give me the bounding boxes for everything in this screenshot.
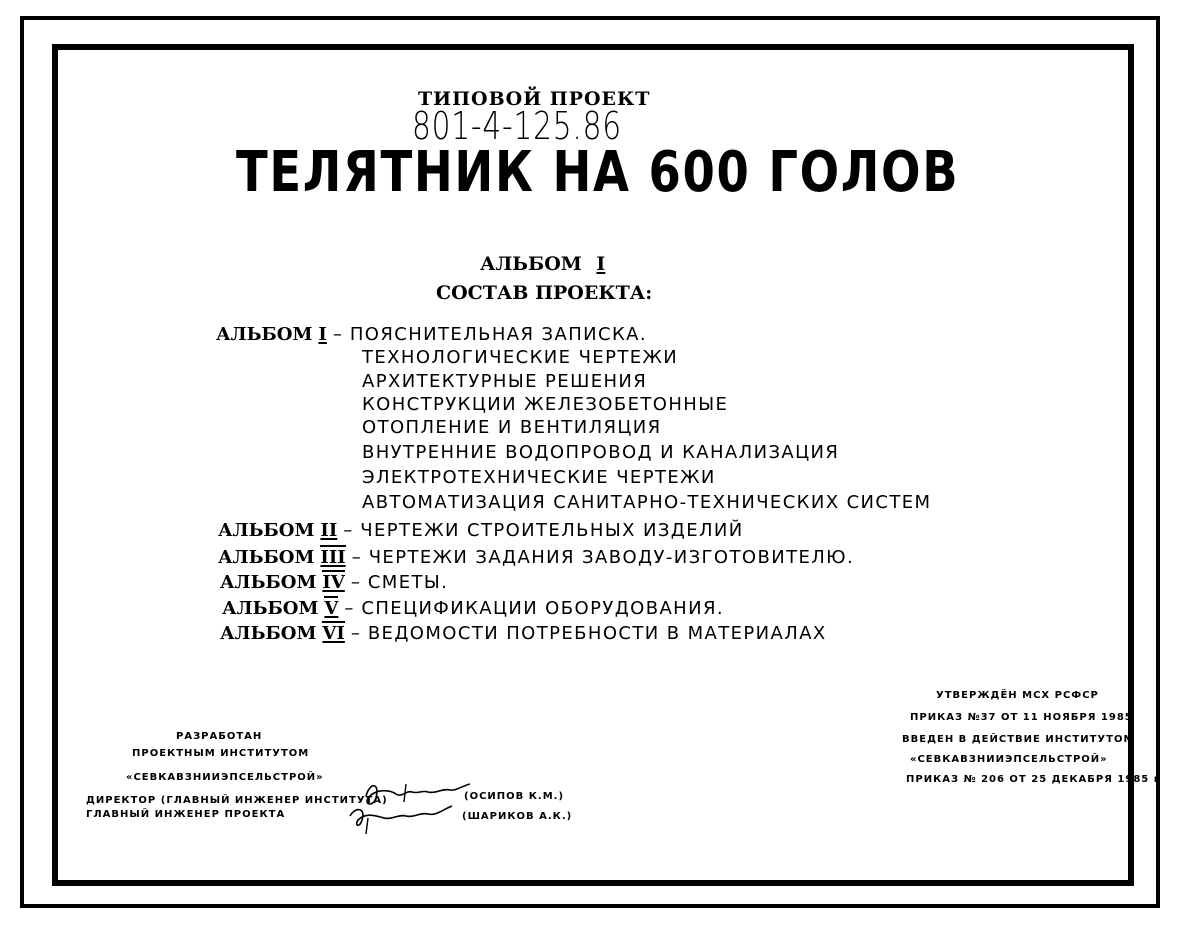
album-item: ТЕХНОЛОГИЧЕСКИЕ ЧЕРТЕЖИ [362,347,679,368]
album-numeral: III [320,547,346,568]
album-heading [480,253,605,275]
album-numeral: V [324,598,339,619]
chief-engineer-label: ГЛАВНЫЙ ИНЖЕНЕР ПРОЕКТА [86,809,286,820]
approval-line-5: ПРИКАЗ № 206 ОТ 25 ДЕКАБРЯ 1985 г [906,774,1160,785]
album-item: ВНУТРЕННИЕ ВОДОПРОВОД И КАНАЛИЗАЦИЯ [362,442,840,463]
dash: – [351,547,361,568]
album-item: ОТОПЛЕНИЕ И ВЕНТИЛЯЦИЯ [362,417,662,438]
album-item: АВТОМАТИЗАЦИЯ САНИТАРНО-ТЕХНИЧЕСКИХ СИСТЕМ [362,492,932,513]
album-label: АЛЬБОМ [216,324,313,345]
chief-engineer-name: (ШАРИКОВ А.К.) [462,811,573,822]
album-2-row [218,520,744,541]
project-number: 801-4-125.86 [412,104,622,148]
album-item: СПЕЦИФИКАЦИИ ОБОРУДОВАНИЯ. [361,598,725,619]
album-heading-label: АЛЬБОМ [480,253,582,275]
album-3-row [218,545,854,568]
album-5-row [222,596,724,619]
album-label: АЛЬБОМ [218,547,315,568]
album-item: ЭЛЕКТРОТЕХНИЧЕСКИЕ ЧЕРТЕЖИ [362,467,716,488]
dash: – [343,520,353,541]
album-item: КОНСТРУКЦИИ ЖЕЛЕЗОБЕТОННЫЕ [362,394,729,415]
album-label: АЛЬБОМ [222,598,319,619]
album-item: ВЕДОМОСТИ ПОТРЕБНОСТИ В МАТЕРИАЛАХ [367,623,827,644]
developer-line-2: ПРОЕКТНЫМ ИНСТИТУТОМ [132,748,310,759]
album-item: ЧЕРТЕЖИ ЗАДАНИЯ ЗАВОДУ-ИЗГОТОВИТЕЛЮ. [368,547,855,568]
album-label: АЛЬБОМ [220,623,317,644]
album-1-row [216,324,647,345]
album-6-row [220,621,827,644]
album-4-row [220,570,448,593]
developer-line-3: «СЕВКАВЗНИИЭПСЕЛЬСТРОЙ» [126,772,324,783]
album-numeral: II [320,520,338,541]
page-title: ТЕЛЯТНИК НА 600 ГОЛОВ [236,140,960,205]
dash: – [344,598,354,619]
project-type: ТИПОВОЙ ПРОЕКТ [418,88,651,110]
developer-line-1: РАЗРАБОТАН [176,731,263,742]
album-label: АЛЬБОМ [218,520,315,541]
dash: – [350,623,360,644]
signatures-image [346,776,476,838]
director-label: ДИРЕКТОР (ГЛАВНЫЙ ИНЖЕНЕР ИНСТИТУТА) [86,795,388,806]
director-name: (ОСИПОВ К.М.) [464,791,565,802]
approval-line-4: «СЕВКАВЗНИИЭПСЕЛЬСТРОЙ» [910,754,1108,765]
composition-heading: СОСТАВ ПРОЕКТА: [436,282,653,304]
approval-line-3: ВВЕДЕН В ДЕЙСТВИЕ ИНСТИТУТОМ [902,734,1135,745]
approval-line-1: УТВЕРЖДЁН МСХ РСФСР [936,690,1099,701]
album-item: АРХИТЕКТУРНЫЕ РЕШЕНИЯ [362,371,648,392]
dash: – [350,572,360,593]
album-numeral: VI [322,623,345,644]
dash: – [332,324,342,345]
album-numeral: IV [322,572,345,593]
album-item: ПОЯСНИТЕЛЬНАЯ ЗАПИСКА. [349,324,647,345]
album-heading-numeral: I [596,253,606,275]
album-item: ЧЕРТЕЖИ СТРОИТЕЛЬНЫХ ИЗДЕЛИЙ [360,520,744,541]
album-item: СМЕТЫ. [367,572,449,593]
album-numeral: I [318,324,327,345]
album-label: АЛЬБОМ [220,572,317,593]
approval-line-2: ПРИКАЗ №37 ОТ 11 НОЯБРЯ 1985 [910,712,1133,723]
